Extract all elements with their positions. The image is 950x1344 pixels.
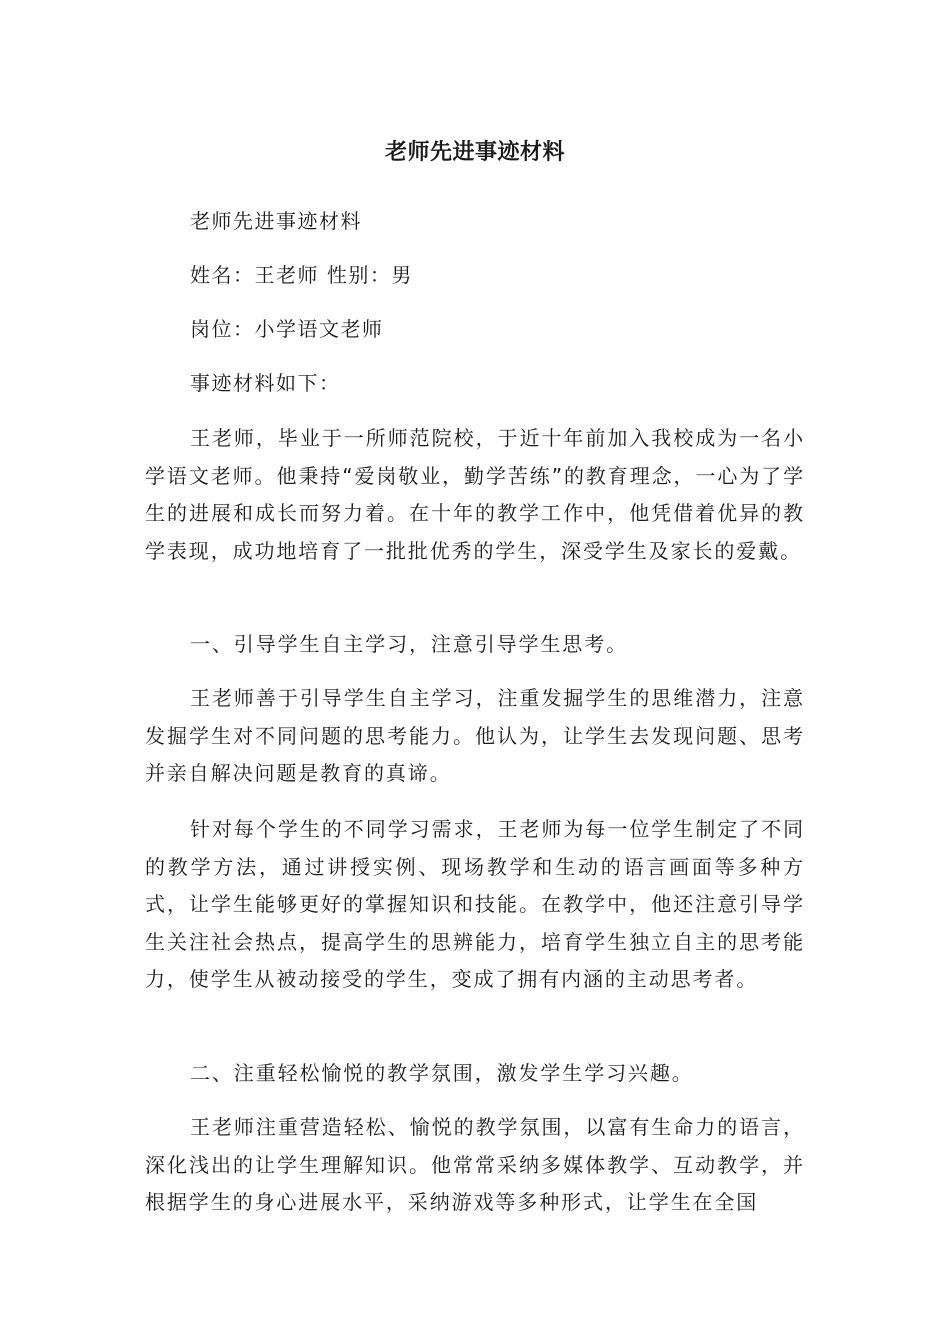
section-heading-2: 二、注重轻松愉悦的教学氛围，激发学生学习兴趣。: [190, 1061, 694, 1085]
document-title: 老师先进事迹材料: [384, 140, 565, 165]
name-gender-line: 姓名：王老师 性别：男: [190, 263, 413, 287]
paragraph-teaching-methods: 针对每个学生的不同学习需求，王老师为每一位学生制定了不同的教学方法，通过讲授实例、现场教学和生动的语言画面等多种方式，让学生能够更好的掌握知识和技能。在教学中，他还注意引导学生关注社会热点，提高学生的思辨能力，培育学生独立自主的思考能力，使学生从被动接受的学生，变成了拥有内涵的主动思考者。: [145, 817, 805, 991]
post-line: 岗位：小学语文老师: [190, 317, 384, 341]
paragraph-self-study: 王老师善于引导学生自主学习，注重发掘学生的思维潜力，注意发掘学生对不同问题的思考能力。他认为，让学生去发现问题、思考并亲自解决问题是教育的真谛。: [145, 686, 805, 785]
paragraph-atmosphere: 王老师注重营造轻松、愉悦的教学氛围，以富有生命力的语言，深化浅出的让学生理解知识。他常常采纳多媒体教学、互动教学，并根据学生的身心进展水平，采纳游戏等多种形式，让学生在全国: [145, 1115, 805, 1214]
paragraph-introduction: 王老师，毕业于一所师范院校，于近十年前加入我校成为一名小学语文老师。他秉持“爱岗敬业，勤学苦练”的教育理念，一心为了学生的进展和成长而努力着。在十年的教学工作中，他凭借着优异的教学表现，成功地培育了一批批优秀的学生，深受学生及家长的爱戴。: [145, 426, 805, 563]
section-heading-1: 一、引导学生自主学习，注意引导学生思考。: [190, 632, 628, 656]
intro-line: 事迹材料如下：: [190, 371, 341, 395]
document-subtitle: 老师先进事迹材料: [190, 209, 362, 233]
